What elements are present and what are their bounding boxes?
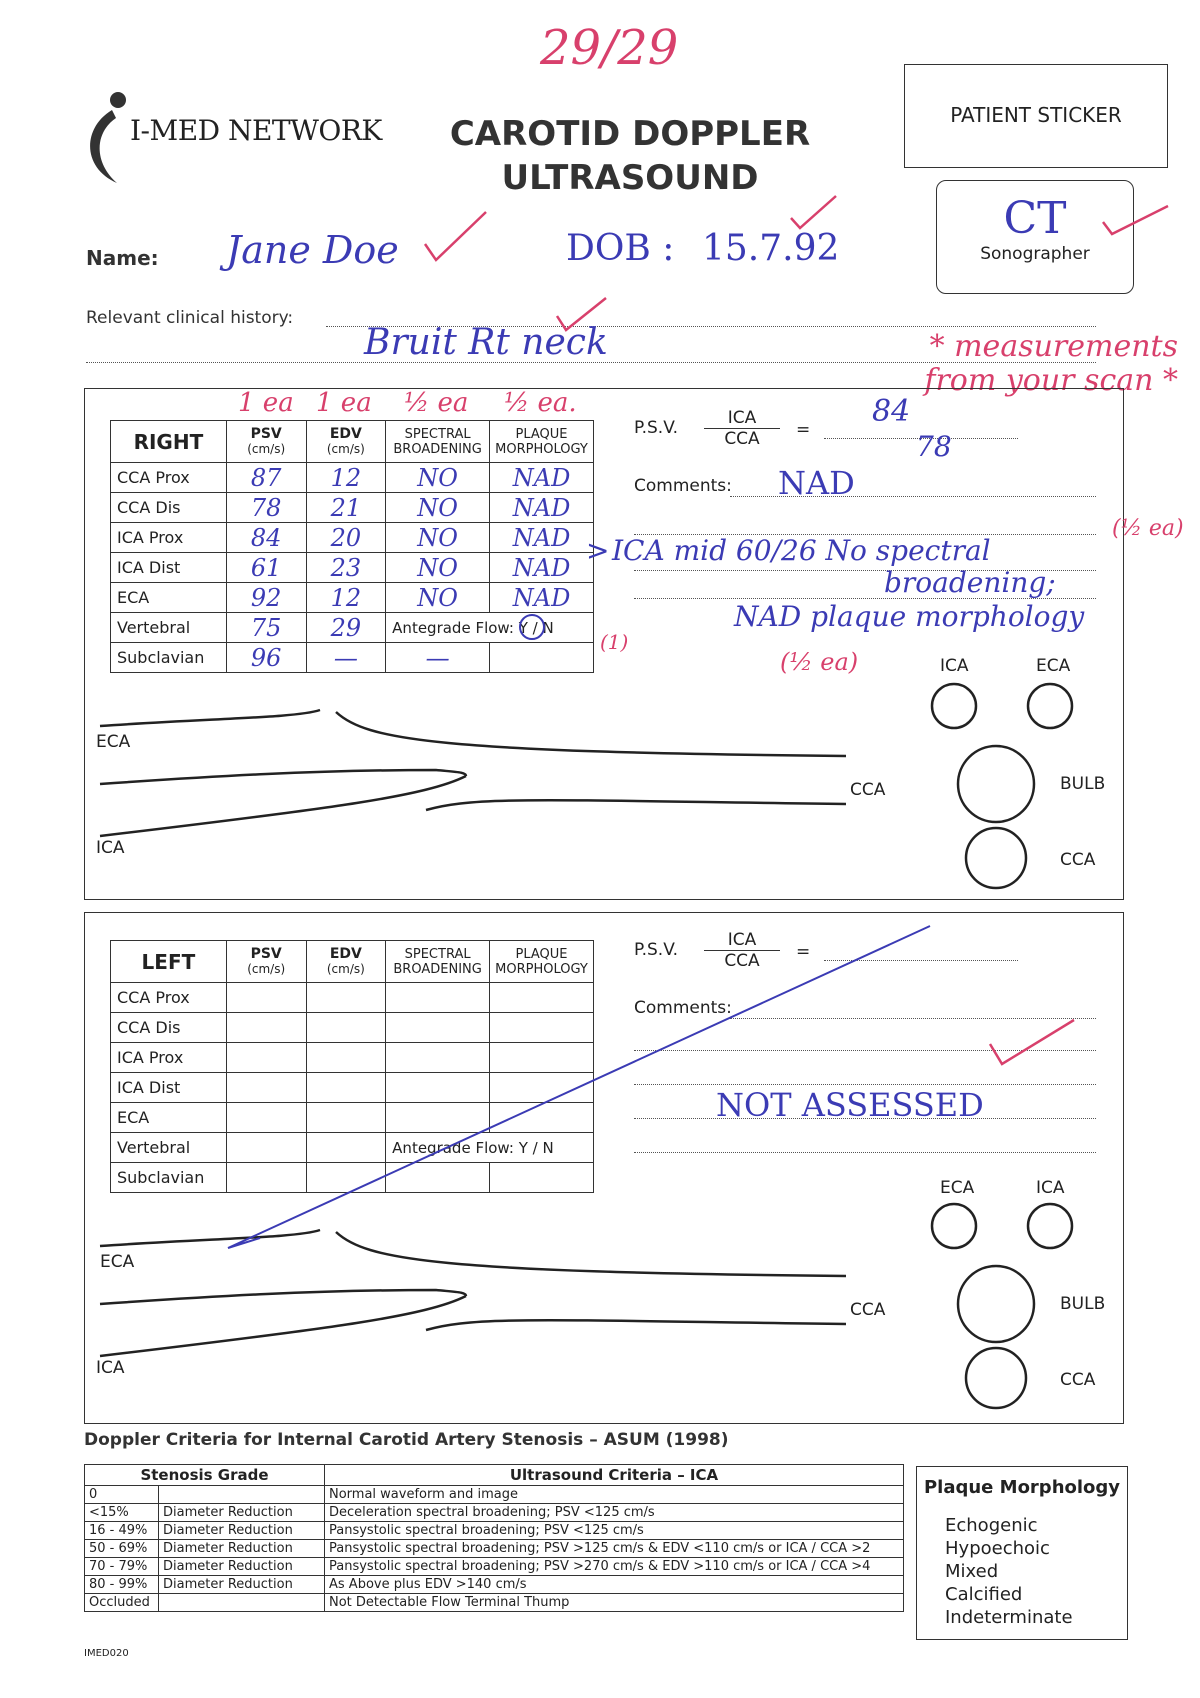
plaque-value: NAD xyxy=(490,463,594,493)
vertebral-mark: (1) xyxy=(600,630,629,654)
antegrade-flow: Antegrade Flow: Y / N xyxy=(386,613,594,643)
grade-desc: Diameter Reduction xyxy=(159,1576,325,1594)
plaque-morphology-box: Plaque Morphology Echogenic Hypoechoic Mixed Calcified Indeterminate xyxy=(916,1466,1128,1640)
row-label: CCA Prox xyxy=(111,463,227,493)
check-mark-icon xyxy=(786,192,846,232)
mark-psv: 1 ea xyxy=(238,388,294,418)
spectral-value: NO xyxy=(386,523,490,553)
grade-desc xyxy=(159,1594,325,1612)
not-assessed-text: NOT ASSESSED xyxy=(716,1086,984,1124)
psv-value: 75 xyxy=(226,613,306,643)
row-label: ECA xyxy=(111,1103,227,1133)
history-value: Bruit Rt neck xyxy=(364,322,608,363)
criteria-title: Doppler Criteria for Internal Carotid Artery Stenosis – ASUM (1998) xyxy=(84,1430,729,1450)
dob-value: 15.7.92 xyxy=(702,228,840,269)
plaque-value: NAD xyxy=(490,553,594,583)
name-label: Name: xyxy=(86,246,159,270)
antegrade-flow: Antegrade Flow: Y / N xyxy=(386,1133,594,1163)
comment-line-3: broadening; xyxy=(884,566,1056,599)
psv-label: P.S.V. xyxy=(634,940,679,960)
row-label: CCA Prox xyxy=(111,983,227,1013)
row-label: CCA Dis xyxy=(111,493,227,523)
criteria-cell: As Above plus EDV >140 cm/s xyxy=(325,1576,904,1594)
row-label: CCA Dis xyxy=(111,1013,227,1043)
arrow-icon: > xyxy=(586,534,610,567)
check-mark-icon xyxy=(552,294,612,334)
grade-cell: 0 xyxy=(85,1486,159,1504)
col-edv: EDV (cm/s) xyxy=(306,421,386,463)
right-title: RIGHT xyxy=(111,421,227,463)
ratio-fraction: ICA CCA xyxy=(704,408,780,449)
row-label: Subclavian xyxy=(111,643,227,673)
comment-line-2: ICA mid 60/26 No spectral xyxy=(612,534,991,567)
row-label: ECA xyxy=(111,583,227,613)
page-title: CAROTID DOPPLER ULTRASOUND xyxy=(449,114,811,198)
edv-value: 20 xyxy=(306,523,386,553)
spectral-value: NO xyxy=(386,583,490,613)
grade-cell: Occluded xyxy=(85,1594,159,1612)
circle-label-ica: ICA xyxy=(940,656,969,676)
criteria-cell: Normal waveform and image xyxy=(325,1486,904,1504)
half-mark-1: (½ ea) xyxy=(1112,516,1184,541)
row-label: Vertebral xyxy=(111,1133,227,1163)
mark-edv: 1 ea xyxy=(316,388,372,418)
strike-through-line xyxy=(220,920,940,1260)
criteria-cell: Pansystolic spectral broadening; PSV >125 cm/s & EDV <110 cm/s or ICA / CCA >2 xyxy=(325,1540,904,1558)
circle-label-cca: CCA xyxy=(1060,850,1096,870)
diagram-label-cca: CCA xyxy=(850,1300,886,1320)
spectral-value: NO xyxy=(386,463,490,493)
diagram-label-cca: CCA xyxy=(850,780,886,800)
circle-label-bulb: BULB xyxy=(1060,774,1106,794)
col-psv: PSV (cm/s) xyxy=(226,421,306,463)
plaque-item: Echogenic xyxy=(945,1515,1038,1536)
criteria-head-grade: Stenosis Grade xyxy=(85,1465,325,1486)
score: 29/29 xyxy=(540,20,679,76)
psv-value: 78 xyxy=(226,493,306,523)
mark-pm: ½ ea. xyxy=(504,388,577,418)
sonographer-box: CT Sonographer xyxy=(936,180,1134,294)
diagram-label-eca: ECA xyxy=(96,732,131,752)
plaque-item: Indeterminate xyxy=(945,1607,1073,1628)
row-label: ICA Dist xyxy=(111,553,227,583)
history-label: Relevant clinical history: xyxy=(86,308,294,328)
left-title: LEFT xyxy=(111,941,227,983)
grade-cell: 50 - 69% xyxy=(85,1540,159,1558)
grade-desc: Diameter Reduction xyxy=(159,1540,325,1558)
marks-note: * measurements from your scan * xyxy=(924,329,1178,398)
grade-desc: Diameter Reduction xyxy=(159,1504,325,1522)
edv-value: 23 xyxy=(306,553,386,583)
comment-line-4: NAD plaque morphology xyxy=(734,600,1085,633)
edv-value: 29 xyxy=(306,613,386,643)
diagram-label-ica: ICA xyxy=(96,838,125,858)
equals-sign: = xyxy=(796,942,811,962)
ratio-fraction: ICA CCA xyxy=(704,930,780,971)
grade-desc xyxy=(159,1486,325,1504)
plaque-value: NAD xyxy=(490,583,594,613)
col-plaque: PLAQUE MORPHOLOGY xyxy=(490,421,594,463)
patient-sticker-box: PATIENT STICKER xyxy=(904,64,1168,168)
criteria-cell: Pansystolic spectral broadening; PSV >270 cm/s & EDV >110 cm/s or ICA / CCA >4 xyxy=(325,1558,904,1576)
edv-value: 21 xyxy=(306,493,386,523)
left-table: LEFT PSV (cm/s) EDV (cm/s) SPECTRAL BROADENING PLAQUE MORPHOLOGY CCA Prox CCA Dis ICA Prox ICA Dist ECA Vertebral Antegrade Flow: Y / N Subclavian xyxy=(110,940,594,1193)
comment-line-1: NAD xyxy=(778,464,855,502)
right-carotid-diagram xyxy=(96,700,856,860)
psv-label: P.S.V. xyxy=(634,418,679,438)
spectral-value: NO xyxy=(386,493,490,523)
plaque-value: NAD xyxy=(490,493,594,523)
grade-cell: 70 - 79% xyxy=(85,1558,159,1576)
plaque-item: Hypoechoic xyxy=(945,1538,1050,1559)
grade-cell: <15% xyxy=(85,1504,159,1522)
comments-label: Comments: xyxy=(634,998,732,1018)
row-label: ICA Prox xyxy=(111,523,227,553)
edv-value: 12 xyxy=(306,583,386,613)
plaque-item: Mixed xyxy=(945,1561,999,1582)
ratio-value-top: 84 xyxy=(872,394,911,429)
grade-cell: 80 - 99% xyxy=(85,1576,159,1594)
diagram-label-ica: ICA xyxy=(96,1358,125,1378)
name-value: Jane Doe xyxy=(226,228,399,272)
row-label: Vertebral xyxy=(111,613,227,643)
plaque-value: NAD xyxy=(490,523,594,553)
circle-label-ica: ICA xyxy=(1036,1178,1065,1198)
ratio-value-bottom: 78 xyxy=(916,430,952,463)
criteria-cell: Not Detectable Flow Terminal Thump xyxy=(325,1594,904,1612)
equals-sign: = xyxy=(796,420,811,440)
row-label: ICA Dist xyxy=(111,1073,227,1103)
row-label: Subclavian xyxy=(111,1163,227,1193)
check-mark-icon xyxy=(984,1014,1084,1074)
logo-icon xyxy=(82,88,132,188)
criteria-table xyxy=(84,1464,904,1612)
circle-label-eca: ECA xyxy=(940,1178,975,1198)
criteria-cell: Pansystolic spectral broadening; PSV <125 cm/s xyxy=(325,1522,904,1540)
psv-value: 92 xyxy=(226,583,306,613)
psv-value: 84 xyxy=(226,523,306,553)
psv-value: 87 xyxy=(226,463,306,493)
spectral-value: — xyxy=(386,643,490,673)
psv-value: 96 xyxy=(226,643,306,673)
col-spectral: SPECTRAL BROADENING xyxy=(386,421,490,463)
form-code: IMED020 xyxy=(84,1648,129,1659)
mark-sb: ½ ea xyxy=(404,388,469,418)
psv-value: 61 xyxy=(226,553,306,583)
circle-label-eca: ECA xyxy=(1036,656,1071,676)
logo-text: I-MED NETWORK xyxy=(130,114,382,147)
check-mark-icon xyxy=(1098,200,1178,240)
grade-desc: Diameter Reduction xyxy=(159,1522,325,1540)
grade-cell: 16 - 49% xyxy=(85,1522,159,1540)
criteria-cell: Deceleration spectral broadening; PSV <125 cm/s xyxy=(325,1504,904,1522)
edv-value: 12 xyxy=(306,463,386,493)
diagram-label-eca: ECA xyxy=(100,1252,135,1272)
plaque-item: Calcified xyxy=(945,1584,1023,1605)
check-mark-icon xyxy=(420,206,500,266)
spectral-value: NO xyxy=(386,553,490,583)
comments-label: Comments: xyxy=(634,476,732,496)
selected-y-circle xyxy=(518,612,548,642)
grade-desc: Diameter Reduction xyxy=(159,1558,325,1576)
circle-label-bulb: BULB xyxy=(1060,1294,1106,1314)
criteria-head-criteria: Ultrasound Criteria – ICA xyxy=(325,1465,904,1486)
half-mark-2: (½ ea) xyxy=(780,648,859,676)
row-label: ICA Prox xyxy=(111,1043,227,1073)
edv-value: — xyxy=(306,643,386,673)
circle-label-cca: CCA xyxy=(1060,1370,1096,1390)
dob-label: DOB : xyxy=(566,228,675,269)
